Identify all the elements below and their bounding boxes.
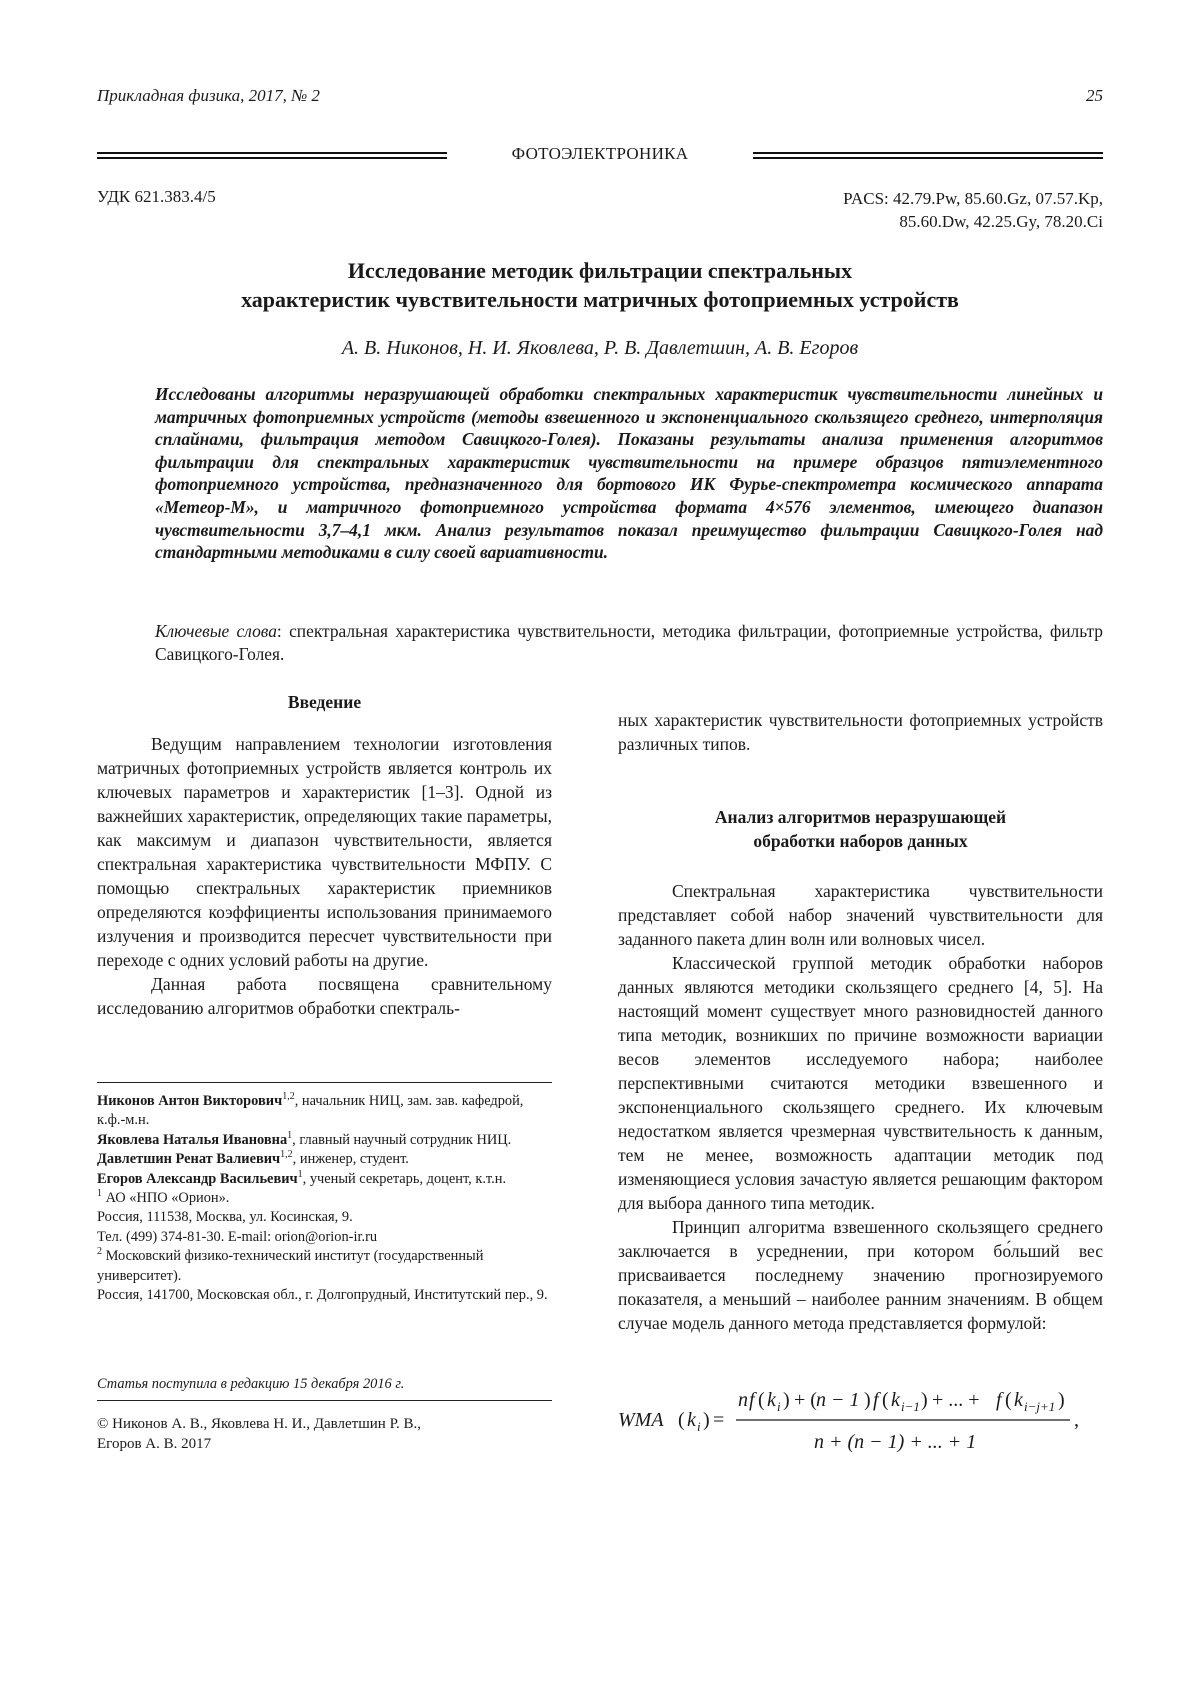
keywords-text: : спектральная характеристика чувствительности, методика фильтрации, фотоприемные устройства, фильтр Савицкого-Голея.: [155, 621, 1103, 664]
formula-rparen: ): [703, 1409, 710, 1431]
abstract: [155, 383, 1103, 564]
affiliation-1-contacts: Тел. (499) 374-81-30. E-mail: orion@orion-ir.ru: [97, 1228, 378, 1245]
formula-num-paren1: (: [758, 1389, 765, 1411]
running-header: [97, 86, 1103, 112]
journal-name: Прикладная физика, 2017, № 2: [97, 86, 320, 105]
section-heading-line-1: Анализ алгоритмов неразрушающей: [714, 807, 1007, 827]
section-banner: [97, 146, 1103, 168]
page-number: 25: [1086, 86, 1103, 105]
formula-num-paren4c: ): [1058, 1389, 1065, 1411]
article-title: [97, 256, 1103, 314]
intro-paragraph-2: Данная работа посвящена сравнительному исследованию алгоритмов обработки спектраль-: [97, 974, 552, 1018]
copyright-divider: [97, 1400, 552, 1401]
copyright: [97, 1414, 552, 1454]
formula-comma: ,: [1074, 1409, 1079, 1431]
copyright-line-2: Егоров А. В. 2017: [97, 1436, 212, 1452]
formula-num-n: n: [738, 1389, 748, 1411]
pacs-codes: [843, 187, 1103, 233]
formula-num-f1: f: [749, 1389, 755, 1411]
formula-num-k3: k: [1014, 1389, 1023, 1411]
footnote-author-1: Никонов Антон Викторович$^{1,2}$, начальник НИЦ, зам. зав. кафедрой, к.ф.-м.н.: [97, 1091, 524, 1129]
authors: А. В. Никонов, Н. И. Яковлева, Р. В. Давлетшин, А. В. Егоров: [341, 337, 859, 359]
formula-num-k1: k: [767, 1389, 776, 1411]
formula-lparen: (: [678, 1409, 685, 1431]
formula-num-sub1: i: [777, 1399, 781, 1414]
formula-num-paren3c: ): [921, 1389, 928, 1411]
author-footnotes: [97, 1092, 552, 1305]
formula-num-paren4: (: [1005, 1389, 1012, 1411]
udc-code: УДК 621.383.4/5: [97, 187, 216, 206]
received-date: Статья поступила в редакцию 15 декабря 2016 г.: [97, 1376, 405, 1392]
affiliation-2-address: Россия, 141700, Московская обл., г. Долгопрудный, Институтский пер., 9.: [97, 1287, 548, 1304]
left-column: [97, 690, 552, 1020]
title-line-1: Исследование методик фильтрации спектральных: [347, 258, 853, 283]
abstract-text: Исследованы алгоритмы неразрушающей обработки спектральных характеристик чувствительности линейных и матричных фотоприемных устройств (методы взвешенного и экспоненциального скользящего среднего, интерполяция сплайнами, фильтрация методом Савицкого-Голея). Показаны результаты анализа применения алгоритмов фильтрации для спектральных характеристик чувствительности на примере образцов пятиэлементного фотоприемного устройства, предназначенного для бортового ИК Фурье-спектрометра космического аппарата «Метеор-М», и матричного фотоприемного устройства формата 4×576 элементов, имеющего диапазон чувствительности 3,7–4,1 мкм. Анализ результатов показал преимущество фильтрации Савицкого-Голея над стандартными методиками в силу своей вариативности.: [155, 384, 1103, 563]
affiliation-1-address: Россия, 111538, Москва, ул. Косинская, 9.: [97, 1209, 353, 1226]
analysis-paragraph-2: Классической группой методик обработки наборов данных являются методики скользящего среднего [4, 5]. На настоящий момент существует много разновидностей данного типа методик, возникших по причине возможности вариации весов элементов исследуемого набора; наиболее перспективными считаются методики взвешенного и экспоненциального скользящего среднего. Их ключевым недостатком является чрезмерная чувствительность к данным, тем не менее, возможность адаптации методик под изменяющиеся условия зачастую является решающим фактором для выбора данного типа методик.: [618, 953, 1103, 1213]
footnote-author-4: Егоров Александр Васильевич$^1$, ученый секретарь, доцент, к.т.н.: [97, 1168, 507, 1187]
formula-denominator: n + (n − 1) + ... + 1: [814, 1431, 977, 1453]
formula-num-plus: + (: [794, 1389, 817, 1411]
formula-num-sub2: i−1: [901, 1399, 920, 1414]
continuation-paragraph: ных характеристик чувствительности фотоприемных устройств различных типов.: [618, 709, 1103, 754]
formula-num-f2: f: [873, 1389, 879, 1411]
formula-num-ellipsis: + ... +: [932, 1389, 980, 1411]
pacs-line-1: PACS: 42.79.Pw, 85.60.Gz, 07.57.Kp,: [843, 189, 1103, 208]
right-column: [618, 690, 1103, 1335]
intro-paragraph-1: Ведущим направлением технологии изготовления матричных фотоприемных устройств является контроль их ключевых параметров и характеристик [1–3]. Одной из важнейших характеристик, определяющих такие параметры, как максимум и диапазон чувствительности, является спектральная характеристика чувствительности МФПУ. С помощью спектральных характеристик приемников определяются коэффициенты использования принимаемого излучения и производится пересчет чувствительности при переходе с одних условий работы на другие.: [97, 734, 552, 970]
section-heading-line-2: обработки наборов данных: [753, 831, 968, 851]
footnote-divider: [97, 1082, 552, 1083]
analysis-paragraph-1: Спектральная характеристика чувствительности представляет собой набор значений чувствительности для заданного пакета длин волн или волновых чисел.: [618, 881, 1103, 949]
section-rule-right: [753, 152, 1103, 159]
footnote-author-3: Давлетшин Ренат Валиевич$^{1,2}$, инженер, студент.: [97, 1149, 409, 1168]
formula-num-f3: f: [996, 1389, 1002, 1411]
formula-lhs: WMA: [618, 1409, 664, 1431]
pacs-line-2: 85.60.Dw, 42.25.Gy, 78.20.Ci: [899, 212, 1103, 231]
section-title: ФОТОЭЛЕКТРОНИКА: [511, 144, 689, 163]
formula-equals: =: [713, 1409, 725, 1431]
keywords: [155, 620, 1103, 665]
intro-heading: Введение: [287, 692, 362, 712]
wma-formula: [618, 1378, 1103, 1462]
footnote-author-2: Яковлева Наталья Ивановна$^1$, главный научный сотрудник НИЦ.: [97, 1130, 512, 1148]
copyright-line-1: © Никонов А. В., Яковлева Н. И., Давлетшин Р. В.,: [97, 1416, 422, 1432]
formula-num-k2: k: [891, 1389, 900, 1411]
title-line-2: характеристик чувствительности матричных фотоприемных устройств: [241, 287, 959, 312]
formula-num-paren3: (: [882, 1389, 889, 1411]
formula-num-nm1: n − 1: [816, 1389, 860, 1411]
formula-arg-sub: i: [697, 1419, 701, 1434]
affiliation-1: $^1$ АО «НПО «Орион».: [97, 1188, 230, 1207]
keywords-label: Ключевые слова: [155, 621, 277, 641]
analysis-paragraph-3: Принцип алгоритма взвешенного скользящего среднего заключается в усреднении, при котором бо́льший вес присваивается последнему значению прогнозируемого показателя, а меньший – наиболее ранним значениям. В общем случае модель данного метода представляется формулой:: [618, 1217, 1103, 1333]
formula-num-paren2c: ): [864, 1389, 871, 1411]
affiliation-2: $^2$ Московский физико-технический институт (государственный университет).: [97, 1246, 484, 1284]
formula-arg: k: [687, 1409, 696, 1431]
formula-num-paren1c: ): [783, 1389, 790, 1411]
formula-num-sub3: i−j+1: [1024, 1399, 1056, 1414]
